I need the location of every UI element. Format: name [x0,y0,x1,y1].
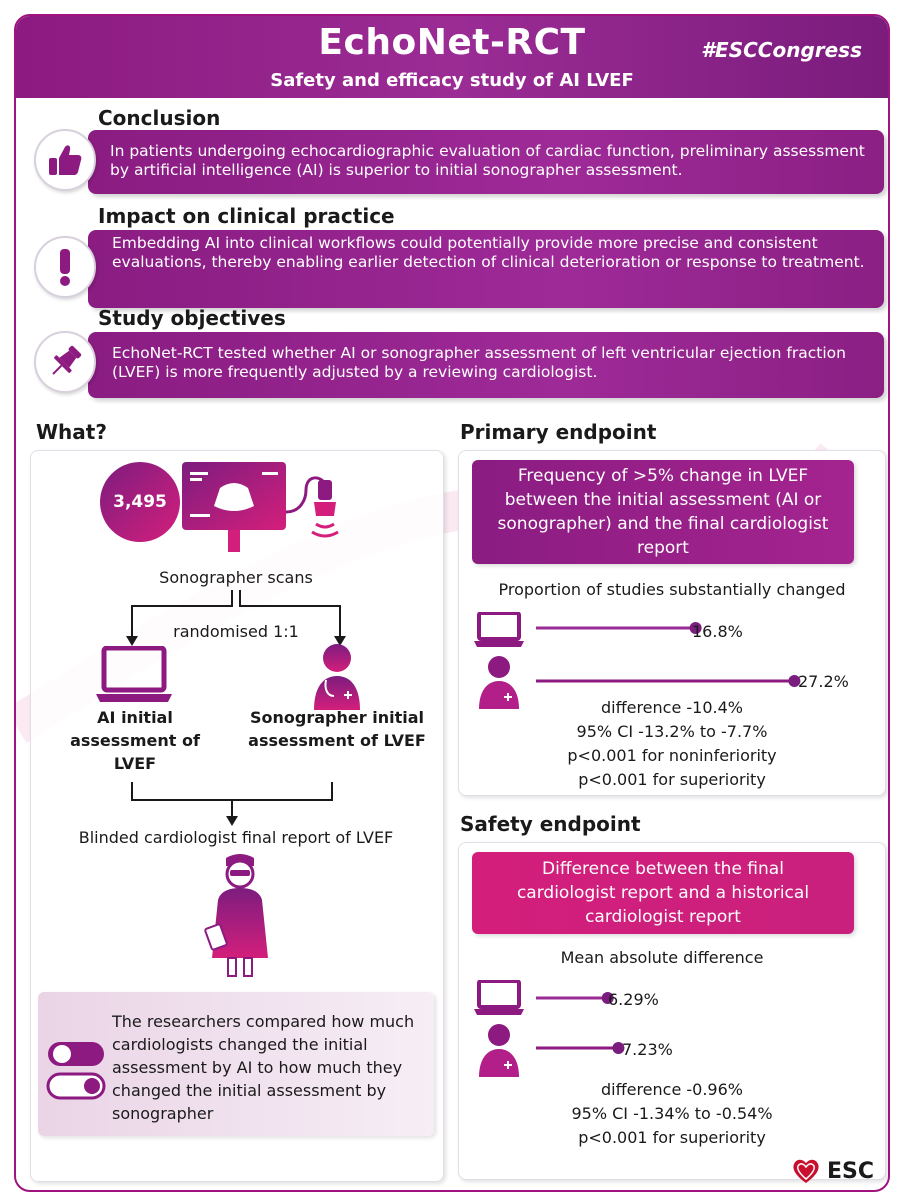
ai-arm-label: AI initial assessment of LVEF [70,708,200,773]
primary-laptop-icon [474,612,524,648]
primary-ai-value: 16.8% [692,622,743,641]
infographic-frame [14,14,890,1192]
safety-sonographer-icon [478,1022,520,1078]
conclusion-heading: Conclusion [98,106,221,130]
safety-sonographer-value: 7.23% [622,1040,673,1059]
safety-heading: Safety endpoint [460,812,641,836]
safety-stat-line: p<0.001 for superiority [578,1128,766,1147]
heart-logo-icon [791,1156,821,1186]
primary-sonographer-value: 27.2% [798,672,849,691]
patient-count: 3,495 [113,492,167,512]
safety-stat-line: difference -0.96% [600,1080,743,1099]
sonographer-person-icon [312,642,362,712]
page-subtitle: Safety and efficacy study of AI LVEF [270,70,634,91]
objectives-text: EchoNet-RCT tested whether AI or sonographer assessment of left ventricular ejection fraction (LVEF) is more frequently adjusted by a reviewing cardiologist. [88,332,884,398]
safety-endpoint-box: Difference between the final cardiologist report and a historical cardiologist report [472,852,854,934]
final-report-label: Blinded cardiologist final report of LVEF [78,828,394,847]
ai-laptop-icon [96,646,172,706]
what-heading: What? [36,420,107,444]
ultrasound-monitor-icon [178,460,358,572]
cardiologist-icon [202,852,278,980]
pushpin-icon [34,331,96,393]
esc-logo-text: ESC [826,1158,874,1184]
safety-bar-chart [532,986,832,1056]
primary-stat-line: p<0.001 for superiority [578,770,766,789]
comparison-text: The researchers compared how much cardiologists changed the initial assessment by AI to how much they changed the initial assessment by sonographer [112,1012,415,1123]
primary-endpoint-box: Frequency of >5% change in LVEF between the initial assessment (AI or sonographer) and the final cardiologist report [472,460,854,564]
hashtag: #ESCCongress [701,38,862,62]
header-banner [16,16,888,98]
primary-stat-line: 95% CI -13.2% to -7.7% [576,722,768,741]
impact-heading: Impact on clinical practice [98,204,395,228]
primary-sub-label: Proportion of studies substantially changed [498,580,846,599]
primary-stat-line: difference -10.4% [600,698,743,717]
impact-text: Embedding AI into clinical workflows could potentially provide more precise and consistent evaluations, thereby enabling earlier detection of clinical deterioration or response to treatment. [88,230,884,308]
page-title: EchoNet-RCT [318,22,586,63]
safety-stats [522,1078,822,1150]
scans-label: Sonographer scans [159,568,313,587]
objectives-heading: Study objectives [98,306,286,330]
exclamation-icon [34,236,96,298]
primary-stats [522,696,822,792]
randomisation-arrows [116,590,366,650]
toggle-switch-icon [46,1040,108,1100]
count-circle [100,462,180,542]
primary-sonographer-icon [478,654,520,710]
merge-arrow [116,782,366,832]
randomised-label: randomised 1:1 [173,622,299,641]
primary-bar-chart [532,616,832,696]
safety-sub-label: Mean absolute difference [560,948,764,967]
primary-stat-line: p<0.001 for noninferiority [567,746,777,765]
sonographer-arm-label: Sonographer initial assessment of LVEF [248,708,426,750]
safety-ai-value: 6.29% [608,990,659,1009]
safety-stat-line: 95% CI -1.34% to -0.54% [571,1104,773,1123]
safety-laptop-icon [474,980,524,1016]
conclusion-text: In patients undergoing echocardiographic evaluation of cardiac function, preliminary assessment by artificial intelligence (AI) is superior to initial sonographer assessment. [88,130,884,194]
primary-heading: Primary endpoint [460,420,657,444]
thumbs-up-icon [34,129,96,191]
esc-logo [791,1156,874,1186]
